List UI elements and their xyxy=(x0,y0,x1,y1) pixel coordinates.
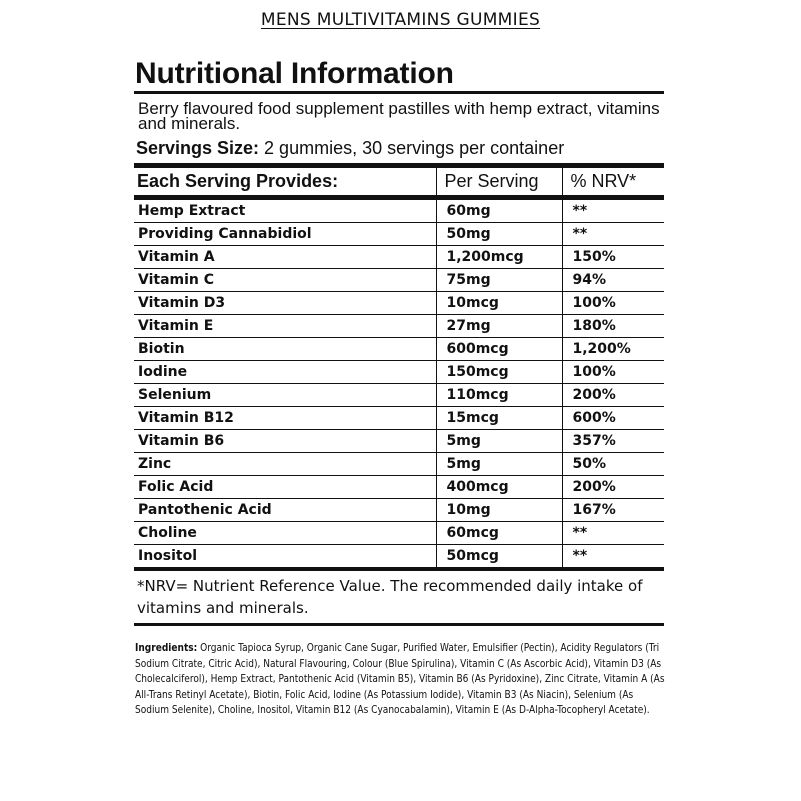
heading-divider xyxy=(134,91,664,94)
nrv-cell: 200% xyxy=(562,384,664,407)
nutrient-name-cell: Pantothenic Acid xyxy=(134,499,436,522)
table-row xyxy=(134,545,664,570)
nutrient-name-cell: Iodine xyxy=(134,361,436,384)
per-serving-cell: 50mcg xyxy=(436,545,562,570)
nrv-cell: 150% xyxy=(562,246,664,269)
per-serving-cell: 5mg xyxy=(436,453,562,476)
header-per-serving: Per Serving xyxy=(436,168,562,198)
per-serving-cell: 60mcg xyxy=(436,522,562,545)
product-description: Berry flavoured food supplement pastilles with hemp extract, vitamins and minerals. xyxy=(138,99,660,133)
per-serving-cell: 10mg xyxy=(436,499,562,522)
nrv-cell: 167% xyxy=(562,499,664,522)
per-serving-cell: 60mg xyxy=(436,198,562,223)
per-serving-cell: 50mg xyxy=(436,223,562,246)
nutrient-name-cell: Hemp Extract xyxy=(134,198,436,223)
nutrient-name-cell: Providing Cannabidiol xyxy=(134,223,436,246)
per-serving-cell: 600mcg xyxy=(436,338,562,361)
nrv-footnote: *NRV= Nutrient Reference Value. The recommended daily intake of vitamins and minerals. xyxy=(137,577,643,617)
panel-heading: Nutritional Information xyxy=(135,57,454,90)
table-row xyxy=(134,246,664,269)
table-row xyxy=(134,453,664,476)
nutrition-table xyxy=(134,168,664,571)
nutrient-name-cell: Choline xyxy=(134,522,436,545)
nrv-cell: 1,200% xyxy=(562,338,664,361)
per-serving-cell: 400mcg xyxy=(436,476,562,499)
table-row xyxy=(134,430,664,453)
per-serving-cell: 150mcg xyxy=(436,361,562,384)
table-row xyxy=(134,361,664,384)
table-row xyxy=(134,315,664,338)
nrv-cell: 50% xyxy=(562,453,664,476)
nutrient-name-cell: Vitamin B6 xyxy=(134,430,436,453)
nutrient-name-cell: Vitamin A xyxy=(134,246,436,269)
table-row xyxy=(134,476,664,499)
nrv-cell: 100% xyxy=(562,361,664,384)
nrv-cell: 200% xyxy=(562,476,664,499)
serving-size-label: Servings Size: xyxy=(136,138,260,158)
per-serving-cell: 75mg xyxy=(436,269,562,292)
table-header-row xyxy=(134,168,664,198)
nrv-cell: ** xyxy=(562,545,664,570)
table-row xyxy=(134,407,664,430)
table-row xyxy=(134,384,664,407)
per-serving-cell: 27mg xyxy=(436,315,562,338)
nutrient-name-cell: Zinc xyxy=(134,453,436,476)
header-nutrient: Each Serving Provides: xyxy=(134,168,436,198)
nutrient-name-cell: Vitamin C xyxy=(134,269,436,292)
nrv-cell: 100% xyxy=(562,292,664,315)
table-row xyxy=(134,223,664,246)
table-row xyxy=(134,292,664,315)
ingredients-text: Organic Tapioca Syrup, Organic Cane Sugar, Purified Water, Emulsifier (Pectin), Acidity Regulators (Tri Sodium Citrate, Citric Acid), Natural Flavouring, Colour (Blue Spirulina), Vitamin C (As Ascorbic Acid), Vitamin D3 (As Cholecalciferol), Hemp Extract, Pantothenic Acid (Vitamin B5), Vitamin B6 (As Pyridoxine), Zinc Citrate, Vitamin A (As All-Trans Retinyl Acetate), Biotin, Folic Acid, Iodine (As Potassium Iodide), Vitamin B3 (As Niacin), Selenium (As Sodium Selenite), Choline, Inositol, Vitamin B12 (As Cyanocabalamin), Vitamin E (As D-Alpha-Tocopheryl Acetate). xyxy=(135,642,665,716)
table-row xyxy=(134,522,664,545)
ingredients-label: Ingredients: xyxy=(135,642,198,654)
nrv-cell: 180% xyxy=(562,315,664,338)
table-row xyxy=(134,499,664,522)
nutrient-name-cell: Biotin xyxy=(134,338,436,361)
table-row xyxy=(134,269,664,292)
per-serving-cell: 1,200mcg xyxy=(436,246,562,269)
nutrient-name-cell: Inositol xyxy=(134,545,436,570)
nrv-cell: ** xyxy=(562,522,664,545)
per-serving-cell: 10mcg xyxy=(436,292,562,315)
table-row xyxy=(134,338,664,361)
nutrition-panel xyxy=(134,57,664,626)
nutrient-name-cell: Vitamin E xyxy=(134,315,436,338)
per-serving-cell: 110mcg xyxy=(436,384,562,407)
nrv-cell: 94% xyxy=(562,269,664,292)
nutrient-name-cell: Selenium xyxy=(134,384,436,407)
serving-size xyxy=(134,138,664,159)
per-serving-cell: 15mcg xyxy=(436,407,562,430)
serving-size-value: 2 gummies, 30 servings per container xyxy=(259,138,565,158)
nutrient-name-cell: Vitamin D3 xyxy=(134,292,436,315)
nutrient-name-cell: Vitamin B12 xyxy=(134,407,436,430)
nrv-cell: 357% xyxy=(562,430,664,453)
footnote-divider xyxy=(134,623,664,626)
nrv-cell: ** xyxy=(562,223,664,246)
ingredients-list xyxy=(135,641,670,719)
header-nrv: % NRV* xyxy=(562,168,664,198)
nrv-cell: ** xyxy=(562,198,664,223)
product-title: MENS MULTIVITAMINS GUMMIES xyxy=(260,10,541,30)
nrv-cell: 600% xyxy=(562,407,664,430)
nutrient-name-cell: Folic Acid xyxy=(134,476,436,499)
table-row xyxy=(134,198,664,223)
per-serving-cell: 5mg xyxy=(436,430,562,453)
